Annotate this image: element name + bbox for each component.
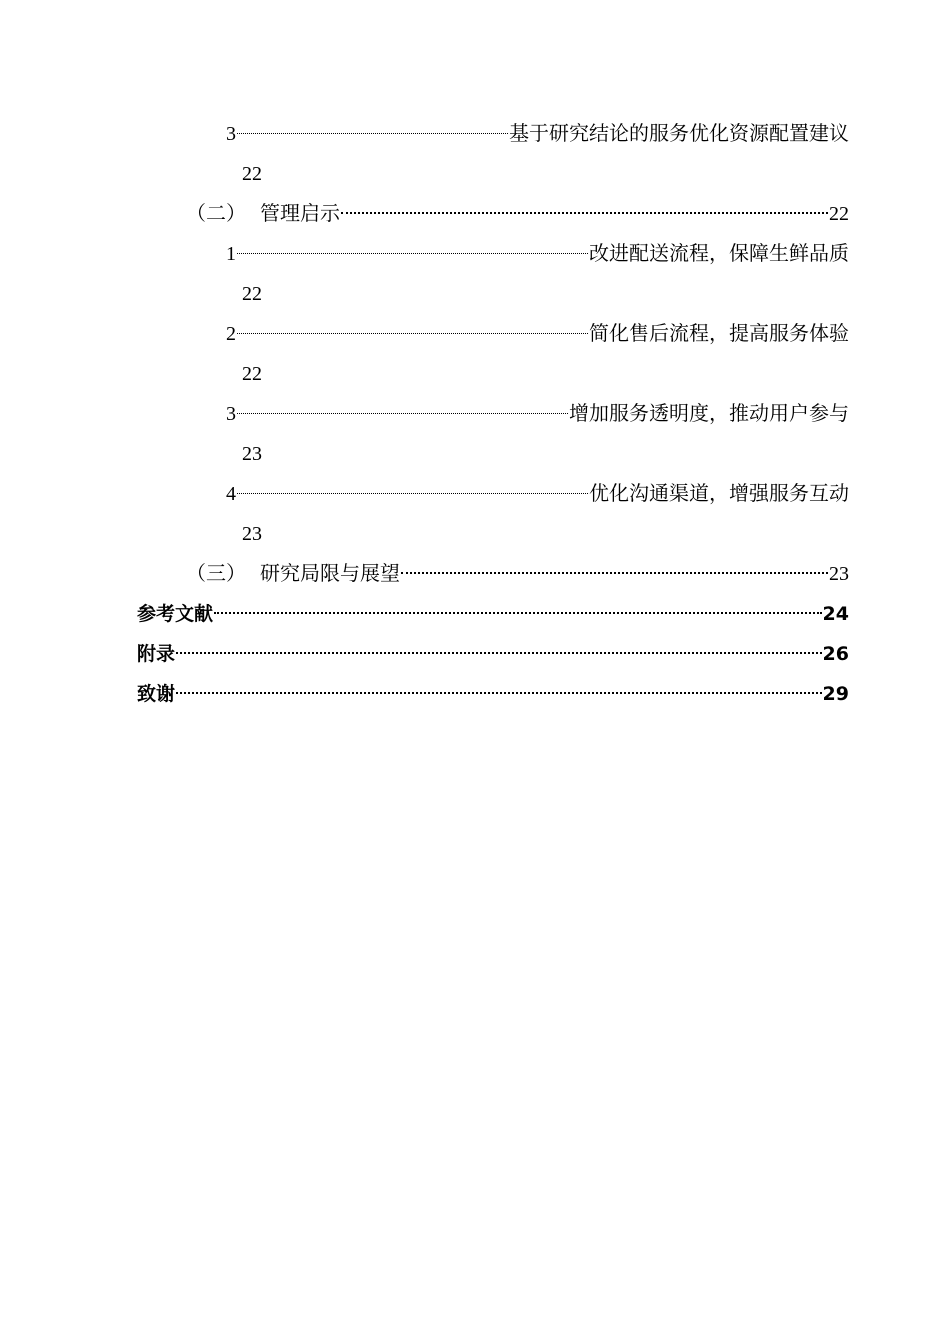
dot-leader	[237, 413, 568, 414]
toc-number: （二）	[186, 203, 246, 225]
toc-number: 3	[226, 123, 236, 145]
toc-title: 优化沟通渠道，增强服务互动	[589, 483, 849, 505]
toc-entry[interactable]	[226, 114, 849, 154]
dot-leader	[237, 133, 508, 134]
dot-leader	[176, 652, 822, 654]
toc-page: 23	[242, 443, 262, 465]
toc-page: 24	[822, 603, 849, 625]
toc-entry[interactable]	[226, 314, 849, 354]
dot-leader	[237, 333, 588, 334]
toc-entry[interactable]	[226, 394, 849, 434]
toc-page: 22	[242, 163, 262, 185]
toc-page: 22	[829, 203, 849, 225]
toc-number: （三）	[186, 563, 246, 585]
toc-page: 22	[242, 363, 262, 385]
toc-number: 1	[226, 243, 236, 265]
toc-entry[interactable]	[186, 194, 849, 234]
toc-page: 23	[829, 563, 849, 585]
toc-title: 研究局限与展望	[260, 563, 400, 585]
toc-page: 22	[242, 283, 262, 305]
toc-title: 简化售后流程，提高服务体验	[589, 323, 849, 345]
toc-title: 管理启示	[260, 203, 340, 225]
toc-entry-references[interactable]	[137, 594, 849, 634]
toc-number: 2	[226, 323, 236, 345]
dot-leader	[176, 692, 822, 694]
toc-entry[interactable]	[186, 554, 849, 594]
toc-title: 附录	[137, 643, 176, 665]
dot-leader	[214, 612, 822, 614]
dot-leader	[341, 212, 828, 214]
toc-title: 致谢	[137, 683, 176, 705]
toc-entry-acknowledgements[interactable]	[137, 674, 849, 714]
toc-page: 29	[822, 683, 849, 705]
toc-number: 4	[226, 483, 236, 505]
toc-title: 参考文献	[137, 603, 214, 625]
toc-entry[interactable]	[226, 234, 849, 274]
toc-title: 改进配送流程，保障生鲜品质	[589, 243, 849, 265]
toc-entry-appendix[interactable]	[137, 634, 849, 674]
dot-leader	[237, 253, 588, 254]
toc-title: 基于研究结论的服务优化资源配置建议	[509, 123, 849, 145]
toc-number: 3	[226, 403, 236, 425]
toc-page: 26	[822, 643, 849, 665]
dot-leader	[401, 572, 828, 574]
toc-title: 增加服务透明度，推动用户参与	[569, 403, 849, 425]
toc-entry[interactable]	[226, 474, 849, 514]
dot-leader	[237, 493, 588, 494]
toc-page: 23	[242, 523, 262, 545]
